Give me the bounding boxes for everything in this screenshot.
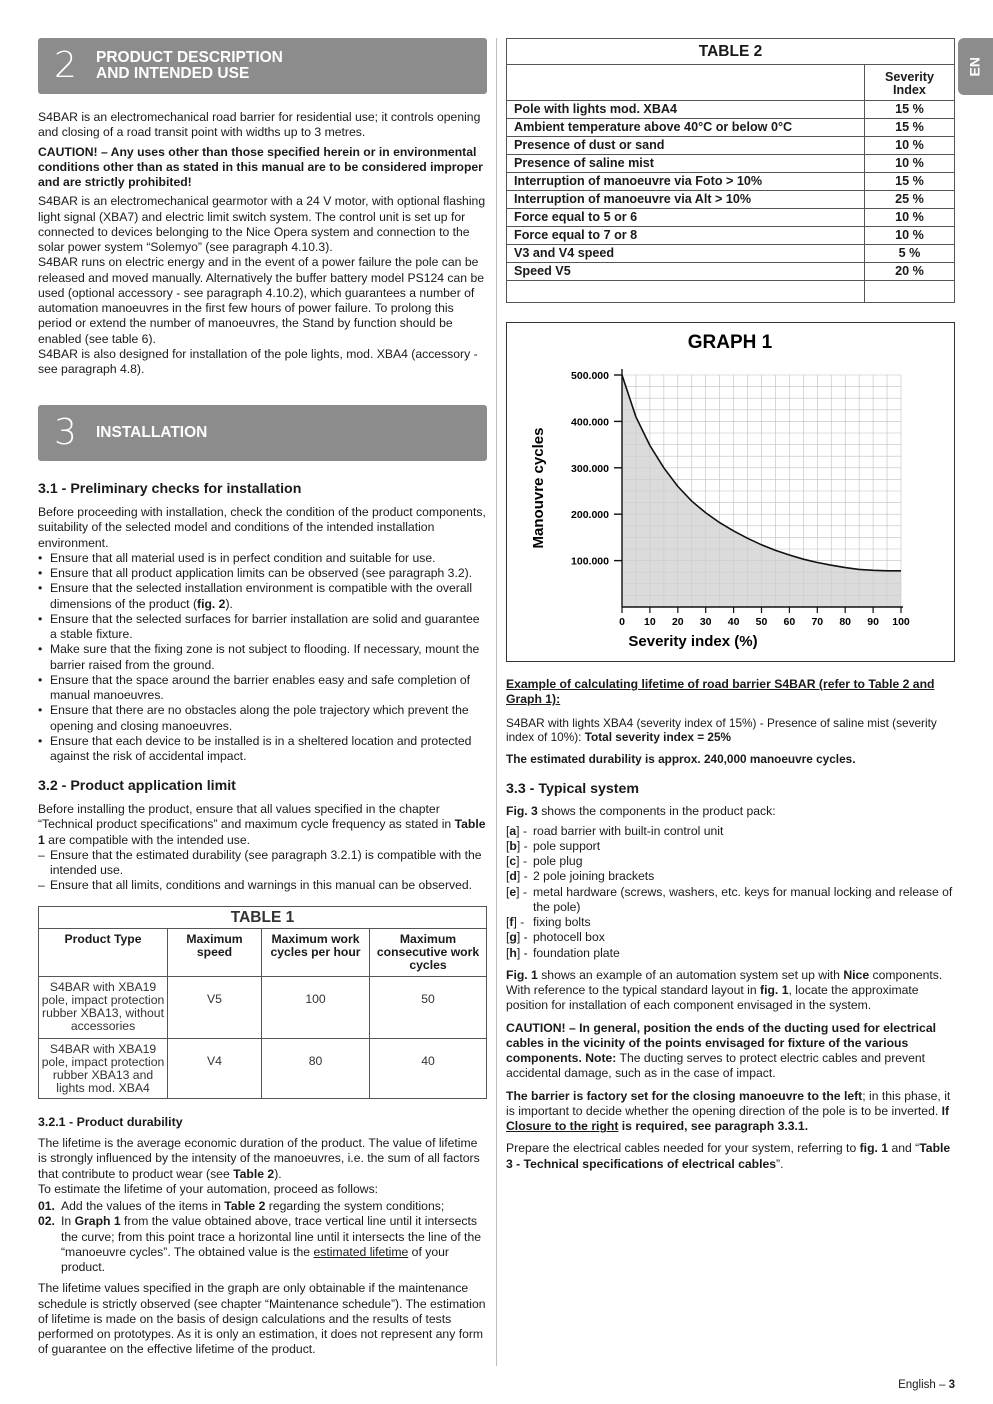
subsection-heading: 3.1 - Preliminary checks for installation bbox=[38, 481, 302, 498]
list-item: • Ensure that the selected surfaces for barrier installation are solid and guarantee a stable fixture. bbox=[38, 612, 487, 643]
x-tick-label: 40 bbox=[727, 616, 740, 628]
list-item: • Ensure that all product application limits can be observed (see paragraph 3.2). bbox=[38, 566, 487, 581]
paragraph: Before installing the product, ensure that all values specified in the chapter “Technical product specifications” and maximum cycle frequency as stated in Table 1 are compatible with the intended use. bbox=[38, 802, 486, 847]
table-row bbox=[507, 173, 955, 191]
table-row bbox=[507, 209, 955, 227]
section-title: INSTALLATION bbox=[96, 424, 208, 442]
table-cell: 15 % bbox=[865, 119, 955, 137]
list-item: – Ensure that the estimated durability (see paragraph 3.2.1) is compatible with the intended use. bbox=[38, 848, 487, 879]
list-item: [e] - metal hardware (screws, washers, etc. keys for manual locking and release of the pole) bbox=[506, 884, 953, 914]
list-item: [h] - foundation plate bbox=[506, 945, 620, 960]
table-cell: Force equal to 5 or 6 bbox=[507, 209, 865, 227]
table-cell: 100 bbox=[262, 976, 370, 1038]
parts-list bbox=[506, 824, 955, 961]
list-item: – Ensure that all limits, conditions and warnings in this manual can be observed. bbox=[38, 878, 487, 893]
table-header: Maximum work cycles per hour bbox=[262, 928, 370, 976]
table-row bbox=[39, 976, 487, 1038]
table-caption: TABLE 2 bbox=[507, 39, 955, 65]
paragraph: Fig. 3 shows the components in the product pack: bbox=[506, 804, 776, 819]
table-cell: 5 % bbox=[865, 245, 955, 263]
subsection-heading: 3.2 - Product application limit bbox=[38, 778, 236, 795]
table-cell: Force equal to 7 or 8 bbox=[507, 227, 865, 245]
table-caption: TABLE 1 bbox=[39, 906, 487, 928]
list-item: • Ensure that all material used is in perfect condition and suitable for use. bbox=[38, 551, 487, 566]
table-cell: V3 and V4 speed bbox=[507, 245, 865, 263]
section-number: 3 bbox=[54, 412, 77, 454]
list-item: [a] - road barrier with built-in control unit bbox=[506, 823, 724, 838]
table-cell: Presence of saline mist bbox=[507, 155, 865, 173]
list-item: [c] - pole plug bbox=[506, 854, 583, 869]
section-2-header bbox=[38, 38, 487, 94]
paragraph: To estimate the lifetime of your automation, proceed as follows: bbox=[38, 1181, 379, 1196]
table-header: Product Type bbox=[39, 928, 168, 976]
y-tick-label: 400.000 bbox=[571, 416, 609, 429]
list-item: • Make sure that the fixing zone is not subject to flooding. If necessary, mount the barrier raised from the ground. bbox=[38, 642, 487, 673]
dash-list bbox=[38, 848, 487, 894]
graph-svg bbox=[507, 323, 953, 660]
column-divider bbox=[496, 38, 497, 1366]
list-item: • Ensure that there are no obstacles along the pole trajectory which prevent the opening and closing manoeuvres. bbox=[38, 703, 487, 734]
language-tab-label: EN bbox=[966, 57, 983, 77]
list-item: [d] - 2 pole joining brackets bbox=[506, 869, 655, 884]
left-column bbox=[38, 38, 487, 1358]
subsection-heading: 3.3 - Typical system bbox=[506, 780, 640, 797]
table-row bbox=[507, 101, 955, 119]
paragraph: Before proceeding with installation, check the condition of the product components, suitability of the selected model and conditions of the intended installation environment. bbox=[38, 505, 486, 550]
table-row bbox=[507, 191, 955, 209]
x-tick-label: 100 bbox=[892, 616, 910, 628]
x-tick-label: 0 bbox=[619, 616, 625, 628]
checklist bbox=[38, 551, 487, 765]
graph-1 bbox=[506, 322, 955, 662]
language-tab[interactable] bbox=[958, 38, 993, 95]
table-cell: S4BAR with XBA19 pole, impact protection rubber XBA13 and lights mod. XBA4 bbox=[39, 1038, 168, 1098]
example-title: Example of calculating lifetime of road barrier S4BAR (refer to Table 2 and Graph 1): bbox=[506, 677, 935, 707]
list-item: • Ensure that the selected installation environment is compatible with the overall dimensions of the product (fig. 2). bbox=[38, 581, 487, 612]
example-block bbox=[506, 677, 955, 767]
steps-list bbox=[38, 1199, 487, 1275]
list-item: [b] - pole support bbox=[506, 838, 601, 853]
chart-title: GRAPH 1 bbox=[687, 332, 773, 353]
caution-text: CAUTION! – In general, position the ends of the ducting used for electrical cables in the vicinity of the points envisaged for fixture of the various components. Note: The ducting serves to protect electric cables and prevent accidental damage, such as in the case of impact. bbox=[506, 1020, 936, 1081]
table-cell: 10 % bbox=[865, 137, 955, 155]
table-cell: V5 bbox=[168, 976, 262, 1038]
table-cell: Speed V5 bbox=[507, 263, 865, 281]
page-footer: English – 3 bbox=[898, 1379, 955, 1391]
y-tick-label: 100.000 bbox=[571, 555, 609, 568]
table-header: Maximum consecutive work cycles bbox=[370, 928, 487, 976]
table-row bbox=[39, 1038, 487, 1098]
table-cell: Interruption of manoeuvre via Alt > 10% bbox=[507, 191, 865, 209]
page-number: 3 bbox=[948, 1379, 955, 1391]
x-tick-label: 20 bbox=[671, 616, 684, 628]
paragraph: The lifetime is the average economic duration of the product. The value of lifetime is strongly influenced by the intensity of the manoeuvres, i.e. the sum of all factors that contribute to product wear (see Table 2). bbox=[38, 1136, 480, 1181]
table-cell: 10 % bbox=[865, 209, 955, 227]
table-cell: V4 bbox=[168, 1038, 262, 1098]
y-tick-label: 300.000 bbox=[571, 462, 609, 475]
table-cell: 20 % bbox=[865, 263, 955, 281]
paragraph: The lifetime values specified in the graph are only obtainable if the maintenance schedule is strictly observed (see chapter “Maintenance schedule”). The estimation of lifetime is made on the basis of design calculations and the results of tests performed on prototypes. As it is only an estimation, it does not represent any form of guarantee on the effective lifetime of the product. bbox=[38, 1281, 486, 1357]
paragraph: S4BAR is an electromechanical gearmotor with a 24 V motor, with optional flashing light signal (XBA7) and electric limit switch system. The control unit is set up for connected to devices belonging to the Nice Opera system and connection to the solar power system “Solemyo” (see paragraph 4.10.3). bbox=[38, 194, 486, 254]
table-row bbox=[507, 155, 955, 173]
x-axis-label: Severity index (%) bbox=[628, 633, 758, 650]
table-row bbox=[507, 263, 955, 281]
subsection-heading: 3.2.1 - Product durability bbox=[38, 1114, 183, 1129]
table-row bbox=[507, 137, 955, 155]
table-header: Severity Index bbox=[865, 65, 955, 101]
x-tick-label: 90 bbox=[867, 616, 879, 628]
table-2 bbox=[506, 38, 955, 303]
table-cell: 40 bbox=[370, 1038, 487, 1098]
list-item: • Ensure that the space around the barrier enables easy and safe completion of manual manoeuvres. bbox=[38, 673, 487, 704]
paragraph: S4BAR is an electromechanical road barrier for residential use; it controls opening and closing of a road transit point with widths up to 3 metres. bbox=[38, 110, 481, 140]
right-column bbox=[506, 38, 955, 1172]
paragraph: Prepare the electrical cables needed for your system, referring to fig. 1 and “Table 3 - Technical specifications of electrical cables”. bbox=[506, 1141, 951, 1171]
table-cell: 80 bbox=[262, 1038, 370, 1098]
table-cell: 25 % bbox=[865, 191, 955, 209]
section-number: 2 bbox=[54, 45, 77, 86]
table-cell: 10 % bbox=[865, 155, 955, 173]
paragraph: Fig. 1 shows an example of an automation system set up with Nice components. With reference to the typical standard layout in fig. 1, locate the approximate position for installation of each component envisaged in the system. bbox=[506, 967, 943, 1013]
table-cell: Ambient temperature above 40°C or below 0°C bbox=[507, 119, 865, 137]
x-tick-label: 60 bbox=[783, 616, 796, 628]
table-header: Maximum speed bbox=[168, 928, 262, 976]
x-tick-label: 30 bbox=[699, 616, 712, 628]
table-cell-empty bbox=[507, 281, 865, 303]
table-1 bbox=[38, 906, 487, 1099]
section-3-header bbox=[38, 405, 487, 461]
table-row bbox=[507, 245, 955, 263]
list-item: • Ensure that each device to be installed is in a sheltered location and protected against the risk of accidental impact. bbox=[38, 734, 487, 765]
section-2-body bbox=[38, 110, 487, 377]
y-axis-label: Manouvre cycles bbox=[530, 427, 547, 549]
section-title: PRODUCT DESCRIPTION AND INTENDED USE bbox=[96, 49, 283, 82]
caution-text: CAUTION! – Any uses other than those specified herein or in environmental conditions other than as stated in this manual are to be considered improper and are strictly prohibited! bbox=[38, 144, 483, 189]
list-item: 01. Add the values of the items in Table 2 regarding the system conditions; bbox=[38, 1199, 445, 1214]
paragraph: S4BAR runs on electric energy and in the event of a power failure the pole can be released and moved manually. Alternatively the buffer battery model PS124 can be used (optional accessory - see paragraph 4.10.2), which guarantees a number of automation manoeuvres in the first few hours of power failure. To prolong this period or extend the number of manoeuvres, the Stand by function should be enabled (see table 6). bbox=[38, 255, 485, 346]
table-cell: Presence of dust or sand bbox=[507, 137, 865, 155]
paragraph: The barrier is factory set for the closing manoeuvre to the left; in this phase, it is important to decide whether the opening direction of the pole is to be inverted. If Closure to the right is required, see paragraph 3.3.1. bbox=[506, 1088, 951, 1134]
paragraph: S4BAR with lights XBA4 (severity index of 15%) - Presence of saline mist (severity index of 10%): Total severity index = 25% bbox=[506, 715, 937, 745]
x-tick-label: 50 bbox=[755, 616, 768, 628]
table-header-empty bbox=[507, 65, 865, 101]
paragraph: The estimated durability is approx. 240,000 manoeuvre cycles. bbox=[506, 751, 856, 766]
table-cell: S4BAR with XBA19 pole, impact protection rubber XBA13, without accessories bbox=[39, 976, 168, 1038]
table-row bbox=[507, 227, 955, 245]
y-tick-label: 200.000 bbox=[571, 509, 609, 522]
x-tick-label: 80 bbox=[839, 616, 852, 628]
table-cell-empty bbox=[865, 281, 955, 303]
table-cell: Pole with lights mod. XBA4 bbox=[507, 101, 865, 119]
x-tick-label: 70 bbox=[811, 616, 824, 628]
table-row bbox=[507, 119, 955, 137]
paragraph: S4BAR is also designed for installation of the pole lights, mod. XBA4 (accessory - see paragraph 4.8). bbox=[38, 346, 478, 376]
table-cell: Interruption of manoeuvre via Foto > 10% bbox=[507, 173, 865, 191]
table-cell: 50 bbox=[370, 976, 487, 1038]
table-cell: 15 % bbox=[865, 173, 955, 191]
table-cell: 15 % bbox=[865, 101, 955, 119]
table-cell: 10 % bbox=[865, 227, 955, 245]
y-tick-label: 500.000 bbox=[571, 370, 609, 382]
x-tick-label: 10 bbox=[644, 616, 656, 628]
list-item: [g] - photocell box bbox=[506, 930, 605, 945]
list-item: 02. In Graph 1 from the value obtained above, trace vertical line until it intersects the curve; from this point trace a horizontal line until it intersects the line of the “manoeuvre cycles”. The obtained value is the estimated lifetime of your product. bbox=[38, 1214, 482, 1275]
list-item: [f] - fixing bolts bbox=[506, 915, 591, 930]
